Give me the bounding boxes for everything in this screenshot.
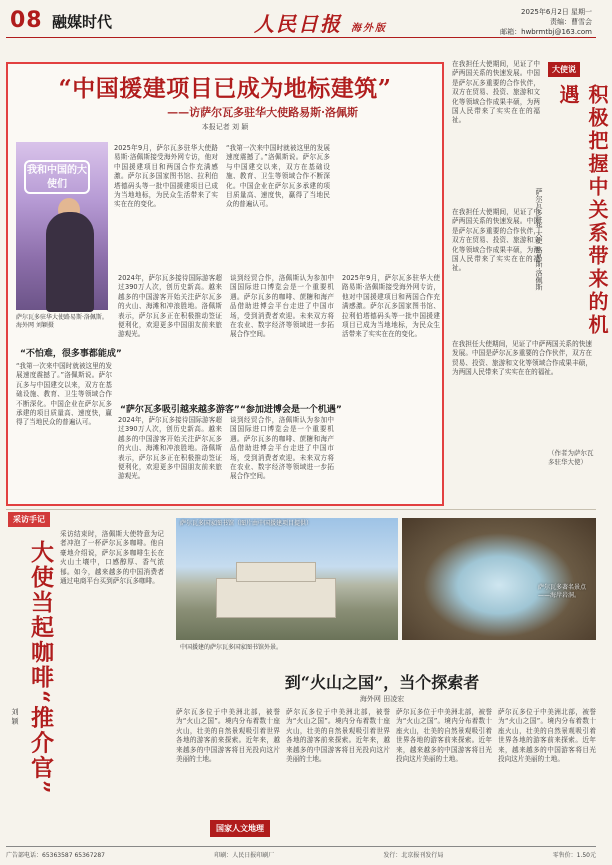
feature-col-4: 谈到经贸合作，洛佩斯认为参加中国国际进口博览会是一个重要机遇。萨尔瓦多的咖啡、蔗糖和海产品借助进博会平台走进了中国市场，受到消费者欢迎。未来双方将在农业、数字经济等领域进一步拓展合作空间。 [230,274,334,339]
interview-notes-body-1: 采访结束时，洛佩斯大使特意为记者冲泡了一杯萨尔瓦多咖啡。他自豪地介绍说，萨尔瓦多咖啡生长在火山土壤中，口感醇厚、香气浓郁。如今，越来越多的中国消费者通过电商平台买到萨尔瓦多咖啡。 [60,530,164,586]
travel-body-1: 萨尔瓦多位于中美洲北部，被誉为“火山之国”。境内分布着数十座火山，壮美的自然景观吸引着世界各地的游客前来探索。近年来，越来越多的中国游客将目光投向这片美丽的土地。 [176,708,280,764]
travel-article-byline: 海外网 田凌宏 [359,695,405,703]
footer-service: 发行：北京报刊发行局 [383,852,444,859]
right-column-title: 积极把握中关系带来的机遇 [556,84,609,337]
page-footer [6,846,596,859]
issue-date: 2025年6月2日 星期一 [521,8,592,16]
ambassador-photo [16,142,108,310]
library-photo-subcaption: 中国援建的萨尔瓦多国家图书馆外景。 [180,644,283,651]
newspaper-logo [254,8,387,37]
photo-sign: 我和中国的大使们 [24,160,90,194]
travel-article-title: 到“火山之国”，当个探索者 [284,673,480,692]
cave-photo [402,518,596,640]
building-shape [216,578,336,618]
masthead [6,4,596,38]
logo-text: 人民日报 [254,12,342,36]
person-figure [46,212,94,312]
travel-body-2: 萨尔瓦多位于中美洲北部，被誉为“火山之国”。境内分布着数十座火山，壮美的自然景观吸引着世界各地的游客前来探索。近年来，越来越多的中国游客将目光投向这片美丽的土地。 [286,708,390,764]
feature-col-6: “我第一次来中国时就被这里的发展速度震撼了。”洛佩斯说。萨尔瓦多与中国建交以来，双方在基础设施、教育、卫生等领域合作不断深化。中国企业在萨尔瓦多承建的项目质量高、速度快，赢得了当地民众的普遍认可。 [16,362,112,427]
travel-body-3: 萨尔瓦多位于中美洲北部，被誉为“火山之国”。境内分布着数十座火山，壮美的自然景观吸引着世界各地的游客前来探索。近年来，越来越多的中国游客将目光投向这片美丽的土地。 [396,708,492,764]
right-column-note: （作者为萨尔瓦多驻华大使） [548,449,594,466]
travel-body-4: 萨尔瓦多位于中美洲北部，被誉为“火山之国”。境内分布着数十座火山，壮美的自然景观吸引着世界各地的游客前来探索。近年来，越来越多的中国游客将目光投向这片美丽的土地。 [498,708,596,764]
feature-byline: 本报记者 刘 颖 [201,123,249,131]
right-column-author: 萨尔瓦多驻华大使 路易斯·洛佩斯 [535,188,543,291]
interview-notes-title: 大使当起咖啡“推介官” [27,540,54,796]
feature-col-1: 2025年9月，萨尔瓦多驻华大使路易斯·洛佩斯接受海外网专访，他对中国援建项目和两国合作充满感激。萨尔瓦多国家图书馆、拉利伯塔德码头等一批中国援建项目已成为当地地标，为民众生活带来了实实在在的变化。 [114,144,218,209]
interview-notes-author: 刘 颖 [11,708,19,725]
masthead-meta [500,7,592,37]
right-body-3: 在我担任大使期间，见证了中萨两国关系的快速发展。中国是萨尔瓦多重要的合作伙伴，双方在贸易、投资、旅游和文化等领域合作成果丰硕，为两国人民带来了实实在在的福祉。 [452,340,592,377]
photo-caption: 萨尔瓦多驻华大使路易斯·洛佩斯。海外网 刘颖摄 [16,314,108,329]
feature-title: “中国援建项目已成为地标建筑” [58,75,392,102]
page-number: 08 [10,8,43,33]
column-badge: 国家人文地理 [210,820,270,837]
right-column-tag: 大使说 [548,62,580,77]
right-body-2: 在我担任大使期间，见证了中萨两国关系的快速发展。中国是萨尔瓦多重要的合作伙伴，双方在贸易、投资、旅游和文化等领域合作成果丰硕，为两国人民带来了实实在在的福祉。 [452,208,540,273]
footer-price: 零售价：1.50元 [552,852,596,859]
building-shape [236,562,316,582]
feature-article [6,62,444,506]
feature-col-2: “我第一次来中国时就被这里的发展速度震撼了。”洛佩斯说。萨尔瓦多与中国建交以来，双方在基础设施、教育、卫生等领域合作不断深化。中国企业在萨尔瓦多承建的项目质量高、速度快，赢得了当地民众的普遍认可。 [226,144,330,209]
feature-col-8: 谈到经贸合作，洛佩斯认为参加中国国际进口博览会是一个重要机遇。萨尔瓦多的咖啡、蔗糖和海产品借助进博会平台走进了中国市场，受到消费者欢迎。未来双方将在农业、数字经济等领域进一步拓展合作空间。 [230,416,334,481]
feature-col-7: 2024年，萨尔瓦多接待国际游客超过390万人次，创历史新高。越来越多的中国游客开始关注萨尔瓦多的火山、海滩和冲浪胜地。洛佩斯表示，萨尔瓦多正在积极推动签证便利化，欢迎更多中国朋友前来旅游观光。 [118,416,222,481]
logo-suffix: 海外版 [350,23,387,34]
section-heading-2: “萨尔瓦多吸引越来越多游客” [120,405,240,415]
right-column [452,40,609,510]
section-name: 融媒时代 [52,13,113,31]
email: 邮箱：hwbrmtbj@163.com [500,28,592,36]
library-photo-caption: 萨尔瓦多国家图书馆（图片由中国援建项目提供） [180,520,313,527]
section-heading-1: “不怕难，很多事都能成” [20,349,122,359]
feature-col-5: 2025年9月，萨尔瓦多驻华大使路易斯·洛佩斯接受海外网专访，他对中国援建项目和两国合作充满感激。萨尔瓦多国家图书馆、拉利伯塔德码头等一批中国援建项目已成为当地地标，为民众生活带来了实实在在的变化。 [342,274,440,339]
footer-print: 印刷：人民日报印刷厂 [214,852,275,859]
feature-subtitle: ——访萨尔瓦多驻华大使路易斯·洛佩斯 [167,106,358,119]
interview-notes-tag: 采访手记 [8,512,50,527]
library-photo [176,518,398,640]
section-heading-3: “参加进博会是一个机遇” [240,405,342,415]
section-divider [6,509,596,510]
editor: 责编：曹雪会 [550,18,592,26]
cave-photo-caption: 萨尔瓦多著名景点——海岸岩洞。 [538,584,587,599]
feature-col-3: 2024年，萨尔瓦多接待国际游客超过390万人次，创历史新高。越来越多的中国游客开始关注萨尔瓦多的火山、海滩和冲浪胜地。洛佩斯表示，萨尔瓦多正在积极推动签证便利化，欢迎更多中国朋友前来旅游观光。 [118,274,222,339]
footer-address: 广告部电话：65363587 65367287 [6,852,105,859]
right-body-1: 在我担任大使期间，见证了中萨两国关系的快速发展。中国是萨尔瓦多重要的合作伙伴，双方在贸易、投资、旅游和文化等领域合作成果丰硕，为两国人民带来了实实在在的福祉。 [452,60,540,125]
